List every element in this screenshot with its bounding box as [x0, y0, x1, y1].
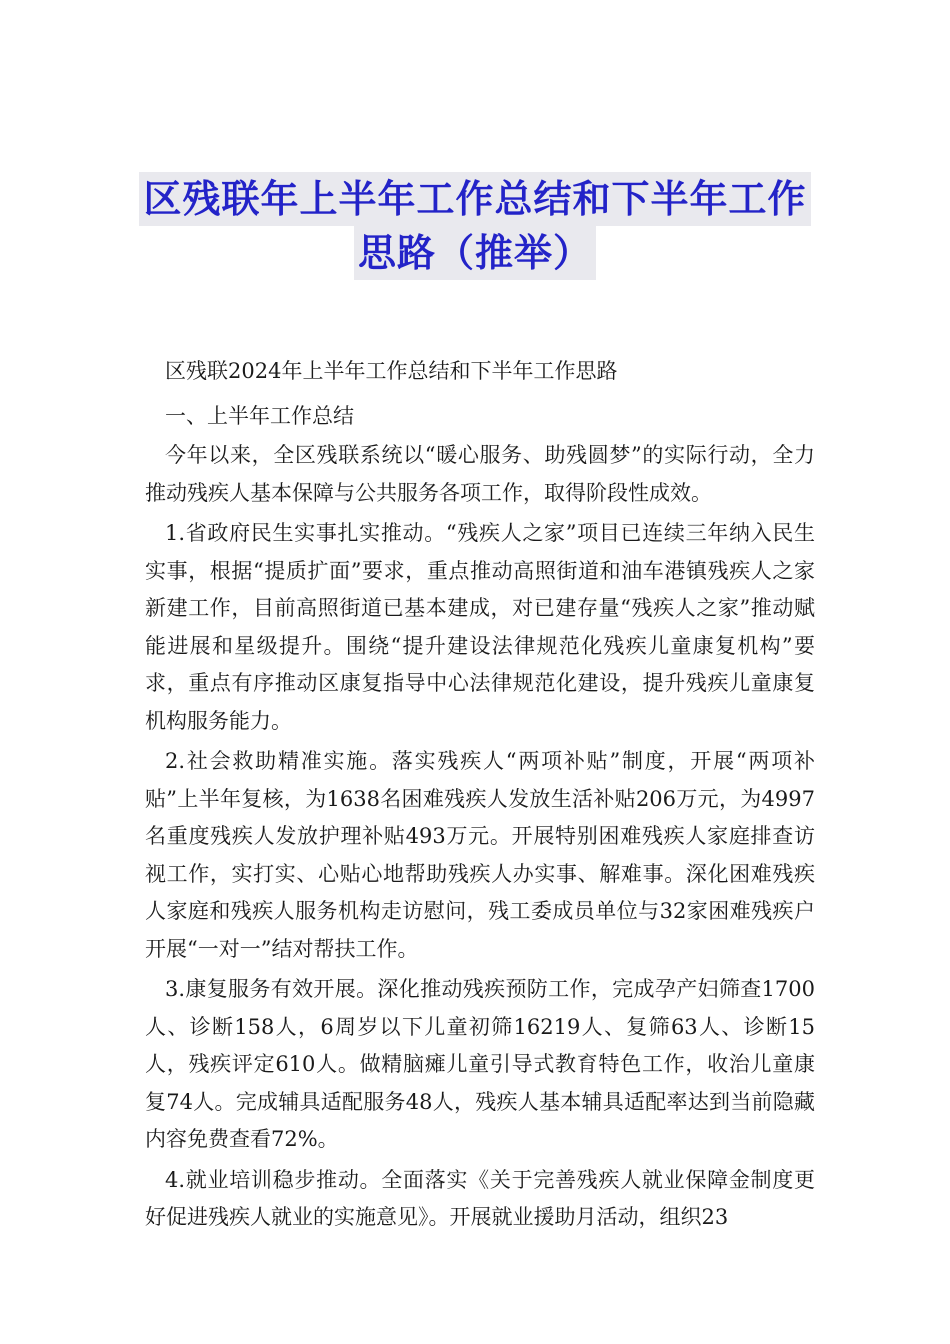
paragraph-item-2: 2.社会救助精准实施。落实残疾人“两项补贴”制度，开展“两项补贴”上半年复核，为1638名困难残疾人发放生活补贴206万元，为4997名重度残疾人发放护理补贴493万元。开展特别困难残疾人家庭排查访视工作，实打实、心贴心地帮助残疾人办实事、解难事。深化困难残疾人家庭和残疾人服务机构走访慰问，残工委成员单位与32家困难残疾户开展“一对一”结对帮扶工作。	[145, 749, 815, 961]
title-line-2: 思路（推举）	[354, 226, 596, 280]
document-title	[0, 172, 950, 280]
title-line-1: 区残联年上半年工作总结和下半年工作	[139, 172, 810, 226]
document-subtitle: 区残联2024年上半年工作总结和下半年工作思路	[165, 359, 618, 383]
paragraph-item-1: 1.省政府民生实事扎实推动。“残疾人之家”项目已连续三年纳入民生实事，根据“提质扩面”要求，重点推动高照街道和油车港镇残疾人之家新建工作，目前高照街道已基本建成，对已建存量“残疾人之家”推动赋能进展和星级提升。围绕“提升建设法律规范化残疾儿童康复机构”要求，重点有序推动区康复指导中心法律规范化建设，提升残疾儿童康复机构服务能力。	[145, 521, 815, 733]
paragraph-item-3: 3.康复服务有效开展。深化推动残疾预防工作，完成孕产妇筛查1700人、诊断158人，6周岁以下儿童初筛16219人、复筛63人、诊断15人，残疾评定610人。做精脑瘫儿童引导式教育特色工作，收治儿童康复74人。完成辅具适配服务48人，残疾人基本辅具适配率达到当前隐藏内容免费查看72%。	[145, 977, 815, 1151]
paragraph-item-4: 4.就业培训稳步推动。全面落实《关于完善残疾人就业保障金制度更好促进残疾人就业的实施意见》。开展就业援助月活动，组织23	[145, 1167, 815, 1229]
section-heading: 一、上半年工作总结	[165, 403, 354, 428]
paragraph-intro: 今年以来，全区残联系统以“暖心服务、助残圆梦”的实际行动，全力推动残疾人基本保障与公共服务各项工作，取得阶段性成效。	[145, 443, 815, 505]
document-body	[145, 353, 815, 1240]
